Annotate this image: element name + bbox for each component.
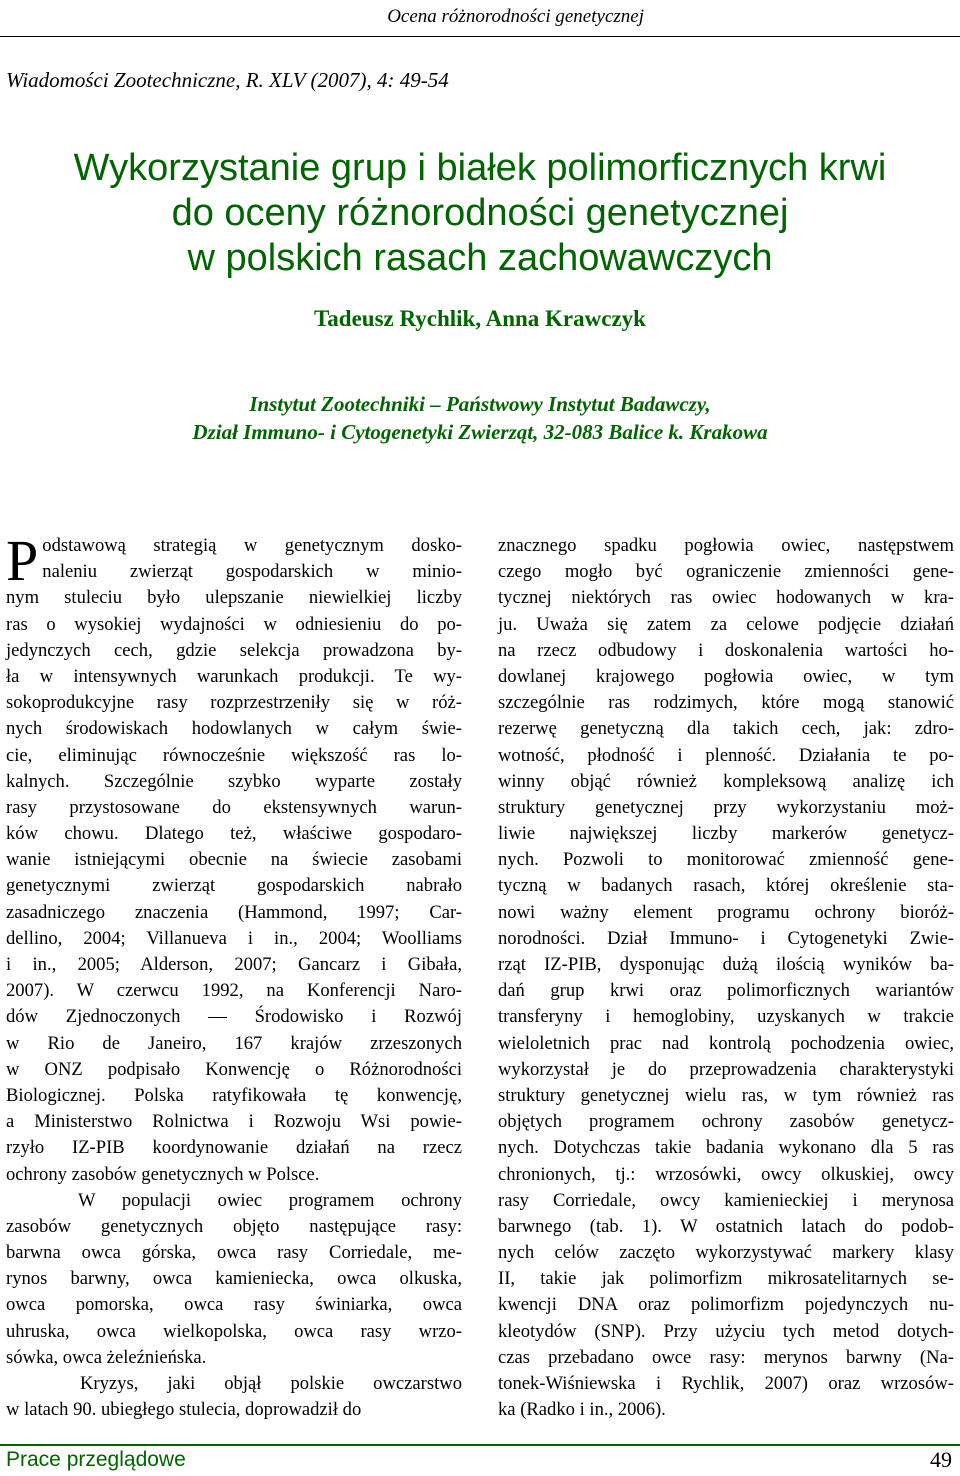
body-line: dań grup krwi oraz polimorficznych wariantów <box>498 980 954 1002</box>
journal-reference: Wiadomości Zootechniczne, R. XLV (2007), 4: 49-54 <box>6 68 449 92</box>
body-line: barwna owca górska, owca rasy Corriedale, me- <box>6 1242 462 1264</box>
body-line: znacznego spadku pogłowia owiec, następstwem <box>498 535 954 556</box>
affiliation-line: Instytut Zootechniki – Państwowy Instytut Badawczy, <box>249 392 711 416</box>
body-line: dów Zjednoczonych — Środowisko i Rozwój <box>6 1006 462 1028</box>
body-line: szczególnie ras rodzimych, które mogą stanowić <box>498 692 954 714</box>
header-divider <box>0 36 960 37</box>
body-line: tycznej niektórych ras owiec hodowanych w kra- <box>498 587 954 609</box>
article-title <box>0 146 960 281</box>
body-line: objętych programem ochrony zasobów genetycz- <box>498 1111 954 1133</box>
body-line: liwie największej liczby markerów genetycz- <box>498 823 954 845</box>
body-line: ochrony zasobów genetycznych w Polsce. <box>6 1163 320 1185</box>
body-line: transferyny i hemoglobiny, uzyskanych w trakcie <box>498 1006 954 1028</box>
body-line: sokoprodukcyjne rasy rozprzestrzeniły się w róż- <box>6 692 462 714</box>
body-line: jedynczych cech, gdzie selekcja prowadzona by- <box>6 639 462 661</box>
body-line: genetycznymi zwierząt gospodarskich nabrało <box>6 875 462 897</box>
body-line: rasy przystosowane do ekstensywnych warun- <box>6 796 462 818</box>
body-line: zasadniczego znaczenia (Hammond, 1997; Car- <box>6 901 462 923</box>
title-line: w polskich rasach zachowawczych <box>187 237 773 279</box>
body-line: wotność, płodność i plenność. Działania te po- <box>498 744 954 766</box>
body-line: ju. Uważa się zatem za celowe podjęcie działań <box>498 613 954 635</box>
title-line: Wykorzystanie grup i białek polimorficznych krwi <box>73 147 887 189</box>
body-line: uhruska, owca wielkopolska, owca rasy wrzo- <box>6 1320 462 1342</box>
body-column-left <box>6 528 462 1423</box>
body-line: wykorzystał je do przeprowadzenia charakterystyki <box>498 1058 954 1080</box>
body-line: dellino, 2004; Villanueva i in., 2004; Woolliams <box>6 927 462 949</box>
running-title: Ocena różnorodności genetycznej <box>387 6 644 27</box>
body-line: wieloletnich prac nad kontrolą pochodzenia owiec, <box>498 1032 954 1054</box>
body-line: nych celów zaczęto wykorzystywać markery klasy <box>498 1242 954 1264</box>
body-line: wanie istniejącymi obecnie na świecie zasobami <box>6 849 462 871</box>
body-line: rynos barwny, owca kamieniecka, owca olkuska, <box>6 1268 462 1290</box>
body-line: rezerwę genetyczną dla takich cech, jak: zdro- <box>498 718 954 740</box>
body-line: tyczną w badanych rasach, której określenie sta- <box>498 875 954 897</box>
body-line: struktury genetycznej wielu ras, w tym również ras <box>498 1084 954 1106</box>
body-line: Biologicznej. Polska ratyfikowała tę konwencję, <box>6 1084 462 1106</box>
body-line: zasobów genetycznych objęto następujące rasy: <box>6 1215 462 1237</box>
body-line: w ONZ podpisało Konwencję o Różnorodności <box>6 1058 462 1080</box>
footer-divider <box>0 1444 960 1446</box>
body-line: owca pomorska, owca rasy świniarka, owca <box>6 1294 462 1316</box>
body-line: rzyło IZ-PIB koordynowanie działań na rzecz <box>6 1137 462 1159</box>
body-line: Kryzys, jaki objął polskie owczarstwo <box>80 1373 462 1394</box>
title-line: do oceny różnorodności genetycznej <box>171 192 789 234</box>
body-line: ła w intensywnych warunkach produkcji. Te wy- <box>6 665 462 687</box>
body-line: odstawową strategią w genetycznym dosko- <box>42 535 462 556</box>
body-line: kleotydów (SNP). Przy użyciu tych metod dotych- <box>498 1320 954 1342</box>
body-line: dowlanej krajowego pogłowia owiec, w tym <box>498 665 954 687</box>
body-column-right <box>498 533 954 1423</box>
body-line: nych środowiskach hodowlanych w całym świe- <box>6 718 462 740</box>
body-line: barwnego (tab. 1). W ostatnich latach do podob- <box>498 1215 954 1237</box>
body-line: nych. Pozwoli to monitorować zmienność gene- <box>498 849 954 871</box>
body-line: czas przebadano owce rasy: merynos barwny (Na- <box>498 1346 954 1368</box>
body-line: ka (Radko i in., 2006). <box>498 1399 666 1421</box>
body-line: nowi ważny element programu ochrony bioróż- <box>498 901 954 923</box>
body-line: kwencji DNA oraz polimorfizm pojedynczych nu- <box>498 1294 954 1316</box>
body-line: 2007). W czerwcu 1992, na Konferencji Naro- <box>6 980 462 1002</box>
body-line: naleniu zwierząt gospodarskich w minio- <box>42 561 462 583</box>
body-line: w Rio de Janeiro, 167 krajów zrzeszonych <box>6 1032 462 1054</box>
body-line: rasy Corriedale, owcy kamienieckiej i merynosa <box>498 1189 954 1211</box>
body-line: nym stuleciu było ulepszanie niewielkiej liczby <box>6 587 462 609</box>
body-line: w latach 90. ubiegłego stulecia, doprowadził do <box>6 1399 362 1421</box>
body-line: struktury genetycznej przy wykorzystaniu moż- <box>498 796 954 818</box>
body-line: rząt IZ-PIB, dysponując dużą ilością wyników ba- <box>498 954 954 975</box>
body-line: na rzecz odbudowy i doskonalenia wartości ho- <box>498 639 954 661</box>
body-line: kalnych. Szczególnie szybko wyparte zostały <box>6 770 462 792</box>
affiliation-line: Dział Immuno- i Cytogenetyki Zwierząt, 32-083 Balice k. Krakowa <box>192 420 768 444</box>
body-line: a Ministerstwo Rolnictwa i Rozwoju Wsi powie- <box>6 1111 462 1133</box>
body-line: W populacji owiec programem ochrony <box>78 1189 462 1211</box>
affiliation <box>0 390 960 446</box>
body-line: sówka, owca żeleźnieńska. <box>6 1346 207 1368</box>
body-line: chronionych, tj.: wrzosówki, owcy olkuskiej, owcy <box>498 1163 954 1185</box>
body-line: i in., 2005; Alderson, 2007; Gancarz i Gibała, <box>6 954 462 975</box>
authors: Tadeusz Rychlik, Anna Krawczyk <box>314 306 646 331</box>
body-line: czego mogło być ograniczenie zmienności gene- <box>498 561 954 583</box>
body-line: norodności. Dział Immuno- i Cytogenetyki Zwie- <box>498 927 954 949</box>
body-line: tonek-Wiśniewska i Rychlik, 2007) oraz wrzosów- <box>498 1373 954 1394</box>
drop-cap: P <box>6 528 39 593</box>
body-line: nych. Dotychczas takie badania wykonano dla 5 ras <box>498 1137 954 1159</box>
body-line: ków chowu. Dlatego też, właściwe gospodaro- <box>6 823 462 845</box>
page-number: 49 <box>930 1447 952 1472</box>
body-line: II, takie jak polimorfizm mikrosatelitarnych se- <box>498 1268 954 1290</box>
body-line: winny objąć również kompleksową analizę ich <box>498 770 954 792</box>
body-line: ras o wysokiej wydajności w odniesieniu do po- <box>6 613 462 635</box>
footer-section-label: Prace przeglądowe <box>6 1448 186 1471</box>
body-line: cie, eliminując równocześnie większość ras lo- <box>6 744 462 766</box>
